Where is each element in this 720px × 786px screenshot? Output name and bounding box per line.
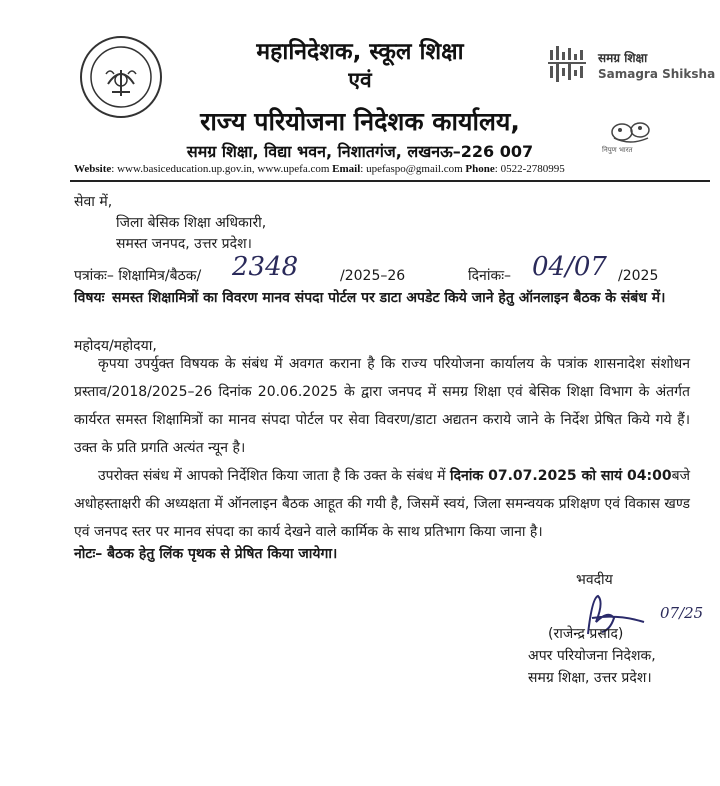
subject-text: समस्त शिक्षामित्रों का विवरण मानव संपदा पोर्टल पर डाटा अपडेट किये जाने हेतु ऑनलाइन बैठक के संबंध में। [112,290,666,306]
website-value: www.basiceducation.up.gov.in, www.upefa.com [117,163,330,175]
website-label: Website [74,163,112,175]
date-label: दिनांकः– [468,268,512,284]
paragraph-1 [74,350,690,462]
designation-line-1: अपर परियोजना निदेशक, [528,648,656,664]
designation-line-2: समग्र शिक्षा, उत्तर प्रदेश। [528,670,652,686]
subject-label: विषयः [74,290,105,306]
paragraph-2-after: बजे अधोहस्ताक्षरी की अध्यक्षता में ऑनलाइन बैठक आहूत की गयी है, जिसमें स्वयं, जिला समन्वयक प्रशिक्षण एवं विकास खण्ड एवं जनपद स्तर पर मानव संपदा का कार्य देखने वाले कार्मिक के साथ प्रतिभाग किया जाना है। [74,468,690,540]
paragraph-2-meeting-date: दिनांक 07.07.2025 को सायं 04:00 [449,468,672,484]
header-divider [70,180,710,182]
email-value: upefaspo@gmail.com [366,163,463,175]
nipun-logo-caption: निपुण भारत [602,146,633,154]
greeting: महोदय/महोदया, [74,338,157,354]
header-line-1: महानिदेशक, स्कूल शिक्षा [256,39,464,65]
paragraph-2 [74,462,690,546]
samagra-shiksha-logo [546,44,716,88]
address-line-1: जिला बेसिक शिक्षा अधिकारी, [116,215,267,231]
header-line-3: राज्य परियोजना निदेशक कार्यालय, [200,107,520,136]
email-label: Email [332,163,361,175]
phone-value: 0522-2780995 [500,163,565,175]
header-address: समग्र शिक्षा, विद्या भवन, निशातगंज, लखनऊ–226 007 [186,142,534,161]
ref-label: पत्रांकः– शिक्षामित्र/बैठक/ [74,268,202,284]
logo-text-hindi: समग्र शिक्षा [598,51,648,65]
paragraph-1-text: कृपया उपर्युक्त विषयक के संबंध में अवगत कराना है कि राज्य परियोजना कार्यालय के पत्रांक शासनादेश संशोधन प्रस्ताव/2018/2025–26 दिनांक 20.06.2025 के द्वारा जनपद में समग्र शिक्षा एवं बेसिक शिक्षा विभाग के अंतर्गत कार्यरत समस्त शिक्षामित्रों का मानव संपदा पोर्टल पर सेवा विवरण/डाटा अद्यतन कराये जाने के निर्देश प्रेषित किये गये हैं। उक्त के प्रति प्रगति अत्यंत न्यून है। [74,356,690,456]
header-line-2: एवं [348,68,372,92]
paragraph-2-before: उपरोक्त संबंध में आपको निर्देशित किया जाता है कि उक्त के संबंध में [98,468,446,484]
date-year: /2025 [618,268,659,284]
address-salutation: सेवा में, [74,194,113,210]
closing: भवदीय [576,572,613,588]
address-line-2: समस्त जनपद, उत्तर प्रदेश। [116,236,252,252]
logo-text-english: Samagra Shiksha [598,67,716,81]
signature-date-handwritten: 07/25 [660,604,704,622]
phone-label: Phone [465,163,495,175]
note: नोटः– बैठक हेतु लिंक पृथक से प्रेषित किया जायेगा। [74,546,338,562]
samagra-shiksha-mark-icon [546,44,592,88]
signatory-name: (राजेन्द्र प्रसाद) [548,626,624,642]
date-handwritten: 04/07 [532,252,607,282]
ref-year: /2025–26 [340,268,406,284]
contact-line: Website: www.basiceducation.up.gov.in, www.upefa.com Email: upefaspo@gmail.com Phone: 0522-2780995 [74,163,565,175]
ref-number-handwritten: 2348 [232,252,299,282]
